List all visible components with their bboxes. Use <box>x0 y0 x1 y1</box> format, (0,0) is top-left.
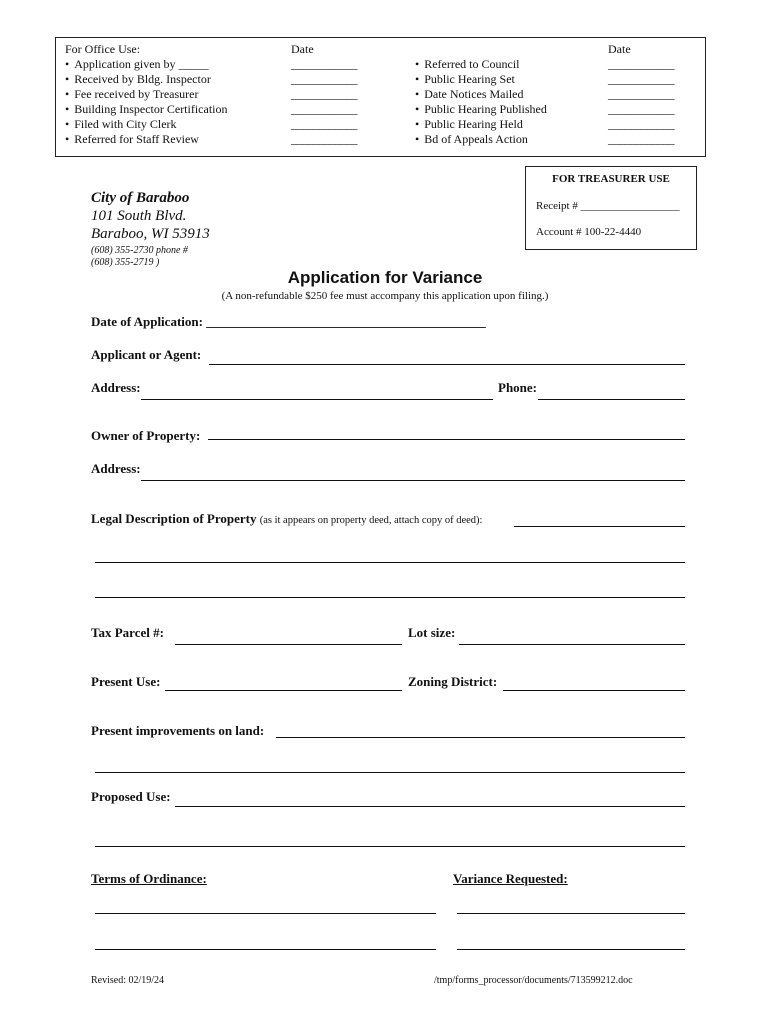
date-blank[interactable]: ____________ <box>608 72 674 86</box>
zoning-district-label: Zoning District: <box>408 674 498 689</box>
zoning-district-input[interactable] <box>503 690 685 691</box>
date-blank[interactable]: ____________ <box>608 102 674 116</box>
date-blank[interactable]: ____________ <box>291 102 357 116</box>
date-blank[interactable]: ____________ <box>291 87 357 101</box>
office-use-left-dates <box>291 42 357 147</box>
office-use-left-column <box>65 42 228 147</box>
treasurer-title: FOR TREASURER USE <box>552 173 670 185</box>
page-title: Application for Variance <box>287 268 483 287</box>
legal-description-note: (as it appears on property deed, attach copy of deed): <box>259 515 483 526</box>
office-item: • Building Inspector Certification <box>65 102 228 117</box>
office-item: • Public Hearing Published <box>415 102 547 117</box>
office-item: • Filed with City Clerk <box>65 117 228 132</box>
lot-size-input[interactable] <box>459 644 685 645</box>
city-citystate: Baraboo, WI 53913 <box>91 226 210 242</box>
fee-note: (A non-refundable $250 fee must accompany this application upon filing.) <box>221 290 549 302</box>
office-item: • Referred to Council <box>415 57 547 72</box>
date-blank[interactable]: ____________ <box>608 87 674 101</box>
city-address <box>91 189 210 243</box>
date-blank[interactable]: ____________ <box>291 132 357 146</box>
city-fax: (608) 355-2719 ) <box>91 257 160 268</box>
variance-line-2[interactable] <box>457 949 685 950</box>
address-input[interactable] <box>141 399 493 400</box>
owner-address-input[interactable] <box>141 480 685 481</box>
office-item: • Application given by _____ <box>65 57 228 72</box>
present-improvements-input[interactable] <box>276 737 685 738</box>
present-use-input[interactable] <box>165 690 402 691</box>
applicant-label: Applicant or Agent: <box>91 347 202 362</box>
variance-requested-label: Variance Requested: <box>453 871 568 886</box>
phone-input[interactable] <box>538 399 685 400</box>
present-improvements-line-2[interactable] <box>95 772 685 773</box>
owner-label: Owner of Property: <box>91 428 201 443</box>
date-label: Date <box>291 42 314 56</box>
legal-description-text: Legal Description of Property <box>91 511 257 526</box>
terms-line-1[interactable] <box>95 913 436 914</box>
office-item: • Bd of Appeals Action <box>415 132 547 147</box>
date-blank[interactable]: ____________ <box>608 117 674 131</box>
date-of-application-field[interactable]: Date of Application: ___________________________________________ <box>91 314 486 329</box>
office-use-right-dates <box>608 42 674 147</box>
owner-input[interactable] <box>208 439 685 440</box>
office-use-right-column <box>415 57 547 147</box>
legal-description-line-3[interactable] <box>95 597 685 598</box>
present-improvements-label: Present improvements on land: <box>91 723 265 738</box>
revised-date: Revised: 02/19/24 <box>91 975 165 986</box>
document-path: /tmp/forms_processor/documents/713599212.doc <box>434 975 633 986</box>
account-number: Account # 100-22-4440 <box>536 226 642 238</box>
owner-address-label: Address: <box>91 461 141 476</box>
office-item: • Public Hearing Set <box>415 72 547 87</box>
proposed-use-label: Proposed Use: <box>91 789 171 804</box>
city-phone: (608) 355-2730 phone # <box>91 245 188 256</box>
phone-label: Phone: <box>498 380 537 395</box>
terms-line-2[interactable] <box>95 949 436 950</box>
office-use-heading: For Office Use: <box>65 42 141 56</box>
proposed-use-line-2[interactable] <box>95 846 685 847</box>
variance-line-1[interactable] <box>457 913 685 914</box>
date-blank[interactable]: ____________ <box>608 57 674 71</box>
applicant-input[interactable] <box>209 364 685 365</box>
date-blank[interactable]: ____________ <box>291 117 357 131</box>
city-name: City of Baraboo <box>91 190 190 206</box>
city-street: 101 South Blvd. <box>91 208 187 224</box>
legal-description-line-2[interactable] <box>95 562 685 563</box>
office-item: • Received by Bldg. Inspector <box>65 72 228 87</box>
office-use-right-list <box>415 57 547 147</box>
terms-of-ordinance-label: Terms of Ordinance: <box>91 871 207 886</box>
city-phones <box>91 245 188 269</box>
address-label: Address: <box>91 380 141 395</box>
tax-parcel-label: Tax Parcel #: <box>91 625 164 640</box>
date-label: Date <box>608 42 631 56</box>
present-use-label: Present Use: <box>91 674 161 689</box>
date-blank[interactable]: ____________ <box>291 72 357 86</box>
lot-size-label: Lot size: <box>408 625 456 640</box>
office-item: • Referred for Staff Review <box>65 132 228 147</box>
tax-parcel-input[interactable] <box>175 644 402 645</box>
office-item: • Public Hearing Held <box>415 117 547 132</box>
receipt-field[interactable]: Receipt # __________________ <box>536 200 680 212</box>
treasurer-box <box>525 166 697 250</box>
date-blank[interactable]: ____________ <box>291 57 357 71</box>
legal-description-label <box>91 511 482 527</box>
date-blank[interactable]: ____________ <box>608 132 674 146</box>
legal-description-input[interactable] <box>514 526 685 527</box>
office-use-box <box>55 37 706 157</box>
office-use-left-list <box>65 57 228 147</box>
proposed-use-input[interactable] <box>175 806 685 807</box>
office-item: • Fee received by Treasurer <box>65 87 228 102</box>
office-item: • Date Notices Mailed <box>415 87 547 102</box>
